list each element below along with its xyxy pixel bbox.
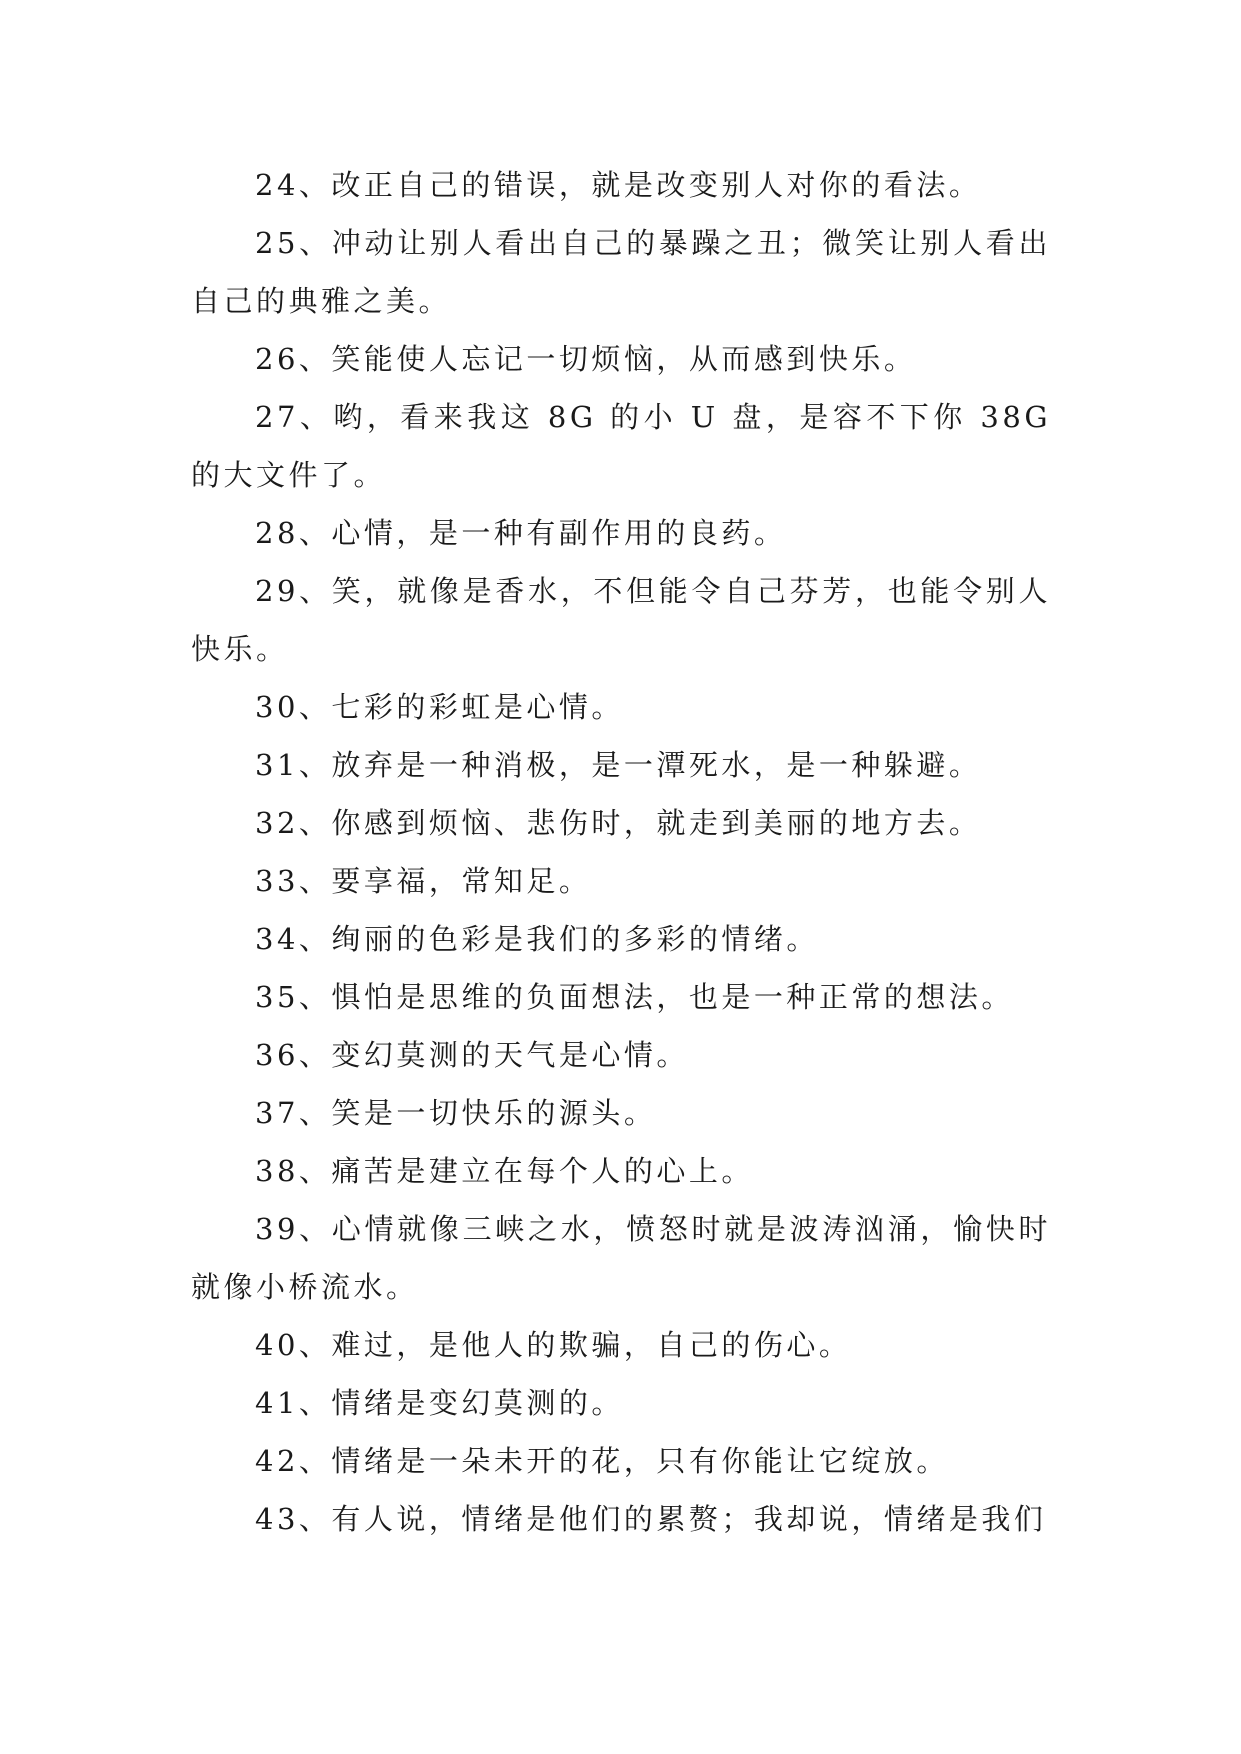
paragraph-text: 43、有人说，情绪是他们的累赘；我却说，情绪是我们 <box>255 1502 1047 1536</box>
paragraph <box>191 968 1051 1026</box>
paragraph-text: 32、你感到烦恼、悲伤时，就走到美丽的地方去。 <box>255 806 982 840</box>
paragraph <box>191 1084 1051 1142</box>
paragraph <box>191 1200 1051 1316</box>
paragraph-text: 40、难过，是他人的欺骗，自己的伤心。 <box>255 1328 852 1362</box>
paragraph <box>191 678 1051 736</box>
paragraph <box>191 214 1051 330</box>
paragraph <box>191 852 1051 910</box>
paragraph-text: 35、惧怕是思维的负面想法，也是一种正常的想法。 <box>255 980 1014 1014</box>
paragraph <box>191 156 1051 214</box>
paragraph-text: 30、七彩的彩虹是心情。 <box>255 690 624 724</box>
paragraph-text: 39、心情就像三峡之水，愤怒时就是波涛汹涌，愉快时就像小桥流水。 <box>191 1212 1051 1304</box>
paragraph-text: 31、放弃是一种消极，是一潭死水，是一种躲避。 <box>255 748 982 782</box>
paragraph-text: 33、要享福，常知足。 <box>255 864 592 898</box>
paragraph <box>191 330 1051 388</box>
paragraph-text: 42、情绪是一朵未开的花，只有你能让它绽放。 <box>255 1444 949 1478</box>
paragraph-text: 28、心情，是一种有副作用的良药。 <box>255 516 787 550</box>
paragraph-text: 27、哟，看来我这 8G 的小 U 盘，是容不下你 38G 的大文件了。 <box>191 400 1051 492</box>
paragraph <box>191 1490 1051 1548</box>
paragraph <box>191 562 1051 678</box>
paragraph-text: 34、绚丽的色彩是我们的多彩的情绪。 <box>255 922 819 956</box>
paragraph-text: 29、笑，就像是香水，不但能令自己芬芳，也能令别人快乐。 <box>191 574 1051 666</box>
document-body <box>191 156 1051 1548</box>
paragraph <box>191 736 1051 794</box>
paragraph-text: 37、笑是一切快乐的源头。 <box>255 1096 657 1130</box>
paragraph <box>191 794 1051 852</box>
paragraph <box>191 1316 1051 1374</box>
paragraph <box>191 1142 1051 1200</box>
paragraph-text: 41、情绪是变幻莫测的。 <box>255 1386 624 1420</box>
paragraph-text: 36、变幻莫测的天气是心情。 <box>255 1038 689 1072</box>
paragraph <box>191 504 1051 562</box>
paragraph <box>191 388 1051 504</box>
paragraph-text: 25、冲动让别人看出自己的暴躁之丑；微笑让别人看出自己的典雅之美。 <box>191 226 1051 318</box>
paragraph-text: 24、改正自己的错误，就是改变别人对你的看法。 <box>255 168 982 202</box>
paragraph-text: 26、笑能使人忘记一切烦恼，从而感到快乐。 <box>255 342 917 376</box>
paragraph-text: 38、痛苦是建立在每个人的心上。 <box>255 1154 754 1188</box>
paragraph <box>191 910 1051 968</box>
paragraph <box>191 1026 1051 1084</box>
paragraph <box>191 1374 1051 1432</box>
paragraph <box>191 1432 1051 1490</box>
